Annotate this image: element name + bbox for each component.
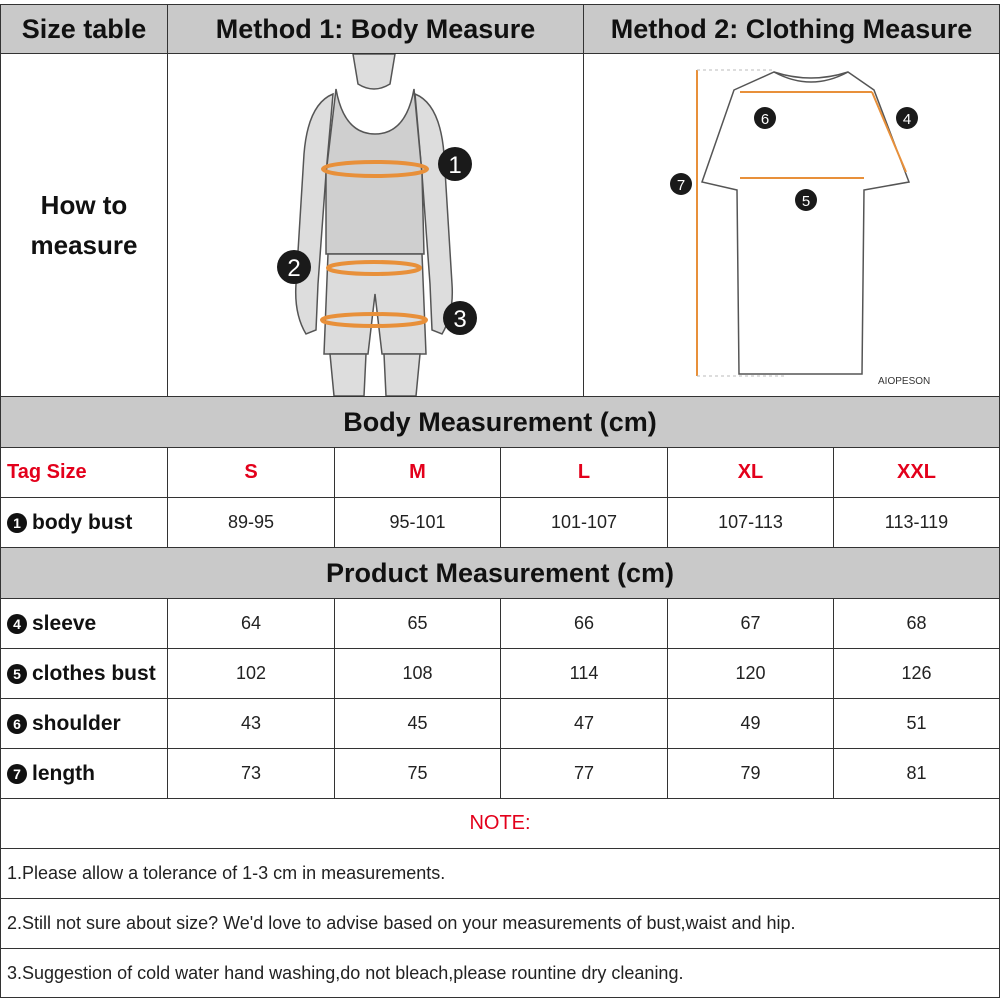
- tag-size-label: [0, 447, 168, 498]
- header-method-1-text: Method 1: Body Measure: [215, 13, 536, 44]
- value-cell: [833, 497, 1000, 548]
- value-cell-text: 49: [740, 713, 761, 733]
- note-item-2-text: 2.Still not sure about size? We'd love to advise based on your measurements of bust,waist and hip.: [7, 913, 796, 933]
- how-to-measure-cell: [0, 53, 168, 397]
- value-cell-text: 89-95: [227, 512, 275, 532]
- svg-text:3: 3: [453, 306, 467, 333]
- value-cell: [500, 698, 668, 749]
- tshirt-illustration: [584, 54, 999, 396]
- how-to-line-1: How to: [40, 190, 128, 220]
- value-cell-text: 108: [402, 663, 433, 683]
- value-cell: [334, 497, 501, 548]
- number-4-icon: 4: [7, 614, 27, 634]
- value-cell: [667, 497, 834, 548]
- body-figure-illustration: [168, 54, 583, 396]
- marker-3-icon: [443, 301, 477, 335]
- value-cell-text: 102: [235, 663, 267, 683]
- value-cell: [167, 497, 335, 548]
- value-cell-text: 73: [240, 763, 262, 783]
- value-cell: [334, 598, 501, 649]
- value-cell: [334, 648, 501, 699]
- svg-text:2: 2: [287, 255, 301, 282]
- value-cell-text: 113-119: [884, 512, 949, 532]
- value-cell: [500, 598, 668, 649]
- row-label-sleeve: [0, 598, 168, 649]
- value-cell-text: 120: [735, 663, 766, 683]
- note-item-2: [0, 898, 1000, 949]
- size-header-xxl-text: XXL: [897, 461, 936, 483]
- size-header-s: [167, 447, 335, 498]
- marker-1-icon: [438, 147, 472, 181]
- row-label-text: shoulder: [32, 711, 121, 735]
- note-item-1-text: 1.Please allow a tolerance of 1-3 cm in measurements.: [7, 863, 446, 883]
- value-cell-text: 68: [906, 613, 927, 633]
- body-measurement-title-text: Body Measurement (cm): [343, 406, 657, 437]
- value-cell: [500, 497, 668, 548]
- tag-size-label-text: Tag Size: [7, 461, 87, 483]
- value-cell-text: 47: [573, 713, 595, 733]
- value-cell-text: 66: [573, 613, 595, 633]
- value-cell-text: 95-101: [389, 512, 446, 532]
- value-cell-text: 114: [569, 663, 599, 683]
- body-measurement-title: [0, 396, 1000, 448]
- header-size-table-text: Size table: [21, 13, 147, 44]
- number-1-icon: 1: [7, 513, 27, 533]
- marker-5-icon: [795, 189, 817, 211]
- value-cell-text: 126: [901, 663, 932, 683]
- brand-label: AIOPESON: [878, 376, 931, 387]
- row-label-clothes-bust: [0, 648, 168, 699]
- size-header-xxl: [833, 447, 1000, 498]
- body-measure-diagram-cell: [167, 53, 584, 397]
- product-measurement-title-text: Product Measurement (cm): [325, 557, 675, 588]
- value-cell-text: 64: [240, 613, 262, 633]
- size-header-xl: [667, 447, 834, 498]
- value-cell: [833, 648, 1000, 699]
- row-label-text: length: [32, 761, 95, 785]
- size-header-l: [500, 447, 668, 498]
- value-cell-text: 77: [573, 763, 595, 783]
- row-label-text: sleeve: [32, 611, 97, 635]
- value-cell: [833, 698, 1000, 749]
- value-cell-text: 75: [407, 763, 428, 783]
- marker-6-icon: [754, 107, 776, 129]
- value-cell: [334, 748, 501, 799]
- value-cell-text: 45: [407, 713, 428, 733]
- value-cell-text: 101-107: [550, 512, 618, 532]
- how-to-line-2: measure: [30, 230, 138, 260]
- value-cell: [334, 698, 501, 749]
- header-size-table: [0, 4, 168, 54]
- size-header-m: [334, 447, 501, 498]
- marker-7-icon: [670, 173, 692, 195]
- value-cell: [167, 648, 335, 699]
- svg-text:1: 1: [448, 152, 462, 179]
- value-cell-text: 65: [407, 613, 428, 633]
- svg-text:5: 5: [801, 193, 811, 210]
- value-cell: [667, 748, 834, 799]
- number-6-icon: 6: [7, 714, 27, 734]
- note-title: NOTE:: [469, 812, 531, 834]
- size-header-l-text: L: [577, 461, 591, 483]
- note-item-3: [0, 948, 1000, 998]
- row-label-body-bust: [0, 497, 168, 548]
- size-header-xl-text: XL: [737, 461, 764, 483]
- value-cell: [833, 748, 1000, 799]
- header-method-2-text: Method 2: Clothing Measure: [610, 13, 973, 44]
- value-cell: [500, 748, 668, 799]
- value-cell-text: 43: [240, 713, 262, 733]
- header-method-1: [167, 4, 584, 54]
- product-measurement-title: [0, 547, 1000, 599]
- value-cell: [167, 698, 335, 749]
- value-cell: [167, 598, 335, 649]
- value-cell: [667, 648, 834, 699]
- value-cell-text: 81: [906, 763, 927, 783]
- value-cell: [833, 598, 1000, 649]
- row-label-shoulder: [0, 698, 168, 749]
- size-header-s-text: S: [244, 461, 258, 483]
- row-label-text: clothes bust: [32, 661, 156, 685]
- header-method-2: [583, 4, 1000, 54]
- value-cell-text: 107-113: [718, 512, 783, 532]
- note-item-1: [0, 848, 1000, 899]
- value-cell: [667, 698, 834, 749]
- value-cell: [167, 748, 335, 799]
- note-title-cell: [0, 798, 1000, 849]
- marker-4-icon: [896, 107, 918, 129]
- svg-text:4: 4: [902, 111, 912, 128]
- value-cell: [500, 648, 668, 699]
- row-label-text: body bust: [32, 510, 133, 534]
- clothing-measure-diagram-cell: [583, 53, 1000, 397]
- value-cell-text: 51: [906, 713, 927, 733]
- value-cell: [667, 598, 834, 649]
- svg-text:7: 7: [676, 177, 686, 194]
- marker-2-icon: [277, 250, 311, 284]
- number-7-icon: 7: [7, 764, 27, 784]
- value-cell-text: 67: [740, 613, 761, 633]
- svg-text:6: 6: [760, 111, 770, 128]
- note-item-3-text: 3.Suggestion of cold water hand washing,do not bleach,please rountine dry cleaning.: [7, 962, 684, 983]
- size-header-m-text: M: [409, 461, 426, 483]
- value-cell-text: 79: [740, 763, 761, 783]
- row-label-length: [0, 748, 168, 799]
- number-5-icon: 5: [7, 664, 27, 684]
